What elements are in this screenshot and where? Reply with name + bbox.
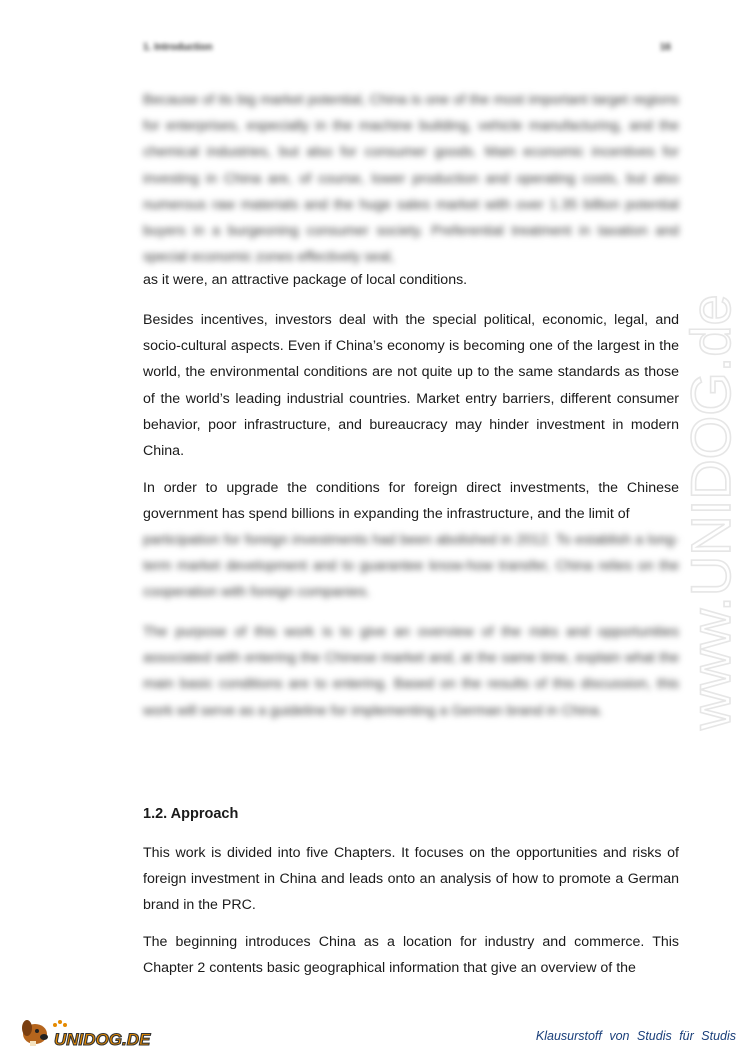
paragraph-4-blurred: The purpose of this work is to give an overview of the risks and opportunities associated with entering the Chinese market and, at the same time, explain what the main basic conditions are to entering. Based on the results of this discussion, this work will serve as a guideline for implementing a German brand in China. (143, 624, 679, 719)
header-section-title: 1. Introduction (143, 42, 213, 53)
watermark-text: www.UNIDOG.de (679, 294, 742, 730)
paragraph-1-end: as it were, an attractive package of local conditions. (143, 272, 468, 288)
paragraph-3-blurred: participation for foreign investments had been abolished in 2012. To establish a long-term market development and to guarantee know-how transfer, China relies on the cooperation with foreign companies. (143, 532, 679, 601)
paragraph-5: This work is divided into five Chapters. It focuses on the opportunities and risks of foreign investment in China and leads onto an analysis of how to promote a German brand in the PRC. (143, 845, 679, 914)
paragraph-2: Besides incentives, investors deal with the special political, economic, legal, and socio-cultural aspects. Even if China’s economy is becoming one of the largest in the world, the environmental conditions are not quite up to the same standards as those of the world’s leading industrial countries. Market entry barriers, different consumer behavior, poor infrastructure, and bureaucracy may hinder investment in modern China. (143, 312, 679, 460)
section-heading-approach: 1.2. Approach (143, 806, 239, 822)
paragraph-6: The beginning introduces China as a location for industry and commerce. This Chapter 2 contents basic geographical information that give an overview of the (143, 934, 679, 977)
unidog-logo[interactable] (14, 1010, 164, 1050)
logo-text: UNIDOG.DE (54, 1030, 151, 1049)
header-page-number: 16 (659, 42, 671, 53)
page-header (143, 42, 671, 60)
footer-slogan: Klausurstoff von Studis für Studis (535, 1029, 736, 1043)
paragraph-1-blurred: Because of its big market potential, China is one of the most important target regions for enterprises, especially in the machine building, vehicle manufacturing, and the chemical industries, but also for consumer goods. Main economic incentives for investing in China are, of course, lower production and operating costs, but also numerous raw materials and the huge sales market with over 1.35 billion potential buyers in a burgeoning consumer society. Preferential treatment in taxation and special economic zones effectively seal, (143, 92, 679, 266)
paragraph-3-visible: In order to upgrade the conditions for foreign direct investments, the Chinese government has spend billions in expanding the infrastructure, and the limit of (143, 480, 679, 523)
